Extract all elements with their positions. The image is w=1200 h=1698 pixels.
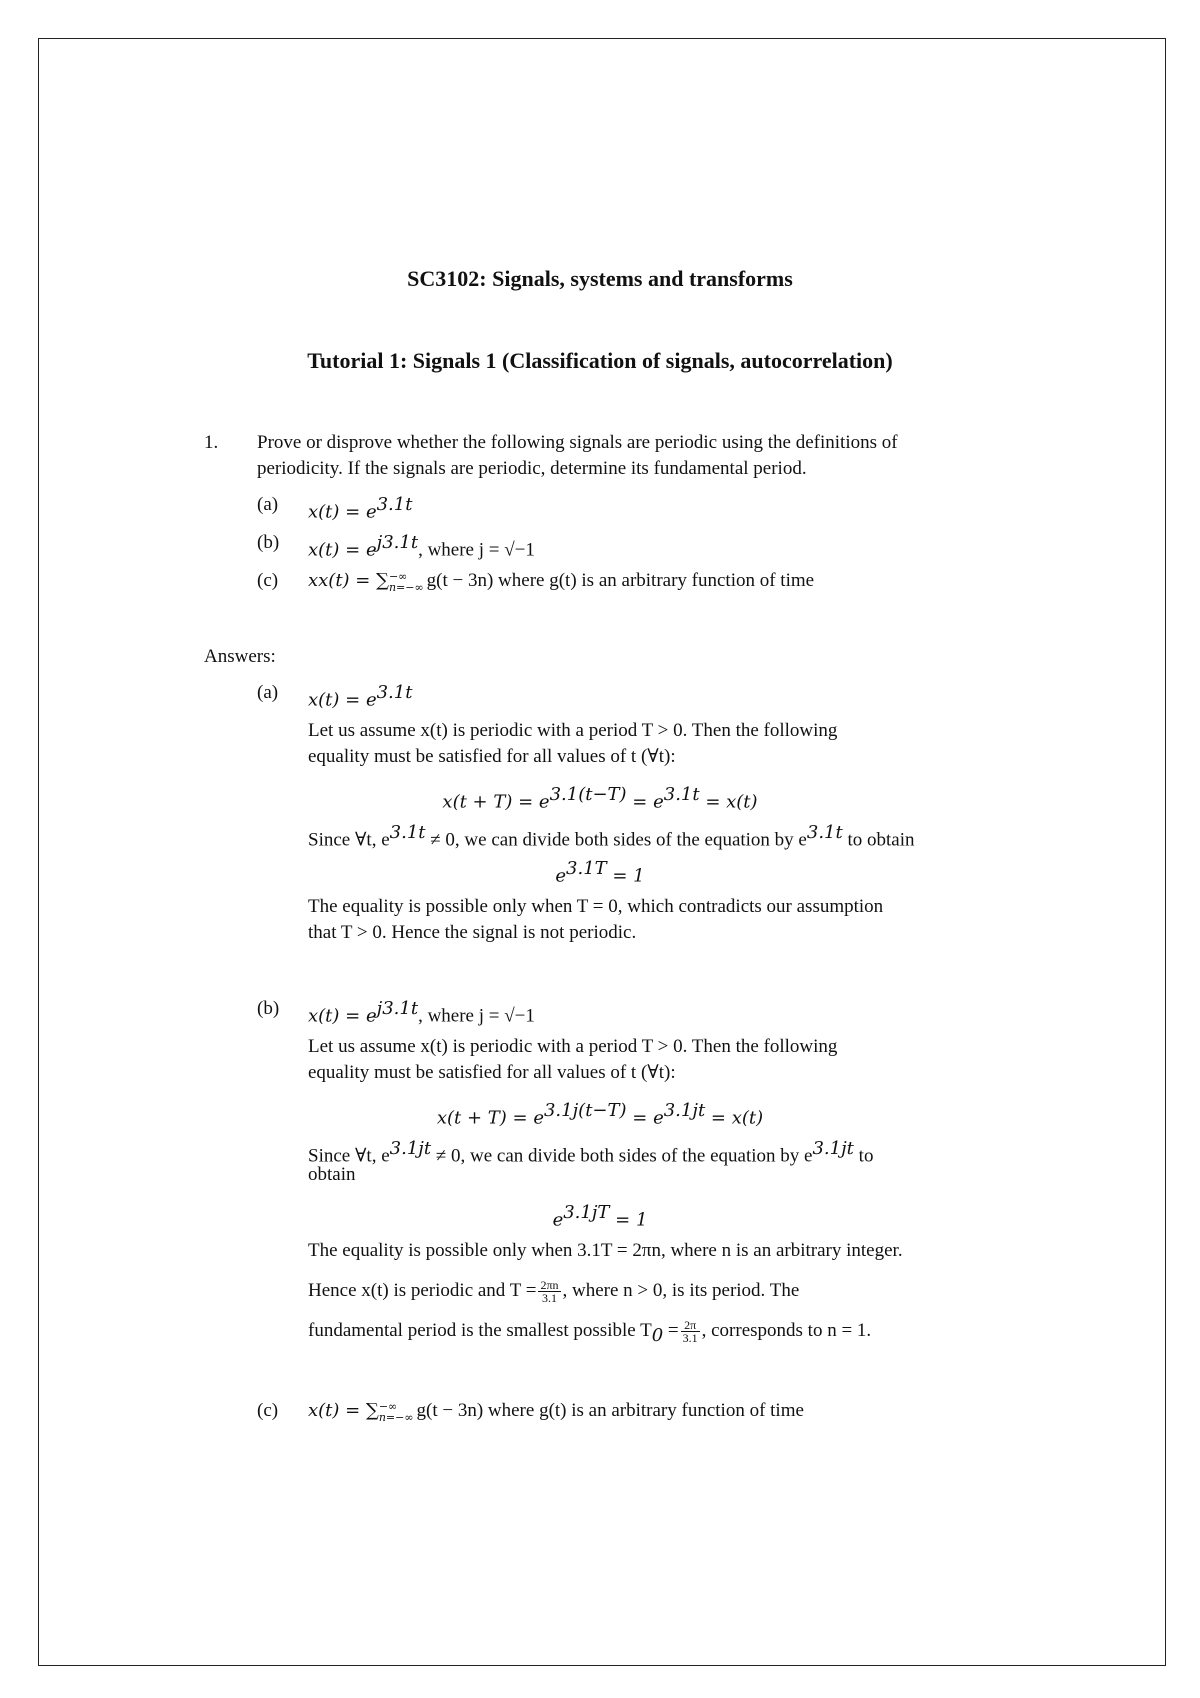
expr-exponent: 3.1t [376,494,413,515]
answer-b-since-cont: obtain [308,1164,356,1185]
answer-a-line2: equality must be satisfied for all values of t (∀t): [308,746,676,767]
expr-exponent: 3.1t [376,682,413,703]
fraction-numerator: 2π [681,1319,700,1332]
answer-b-conclusion1: The equality is possible only when 3.1T = 2πn, where n is an arbitrary integer. [308,1240,903,1261]
fund-eq: = [663,1320,679,1341]
answer-b-hence [308,1278,799,1304]
since-post: to [853,1145,874,1167]
sum-lower-limit: n=−∞ [388,580,424,594]
since-exponent: 3.1t [806,822,843,843]
expr-base: xx(t) = ∑ [308,570,389,591]
fund-subscript: 0 [651,1324,664,1346]
answer-expr-c [308,1398,804,1424]
answer-b-line2: equality must be satisfied for all values of t (∀t): [308,1062,676,1083]
eq-part: x(t + T) = e [442,791,550,813]
expr-base: x(t) = e [308,689,377,711]
since-exponent: 3.1jt [812,1138,854,1159]
answer-label-b: (b) [257,998,280,1019]
course-title: SC3102: Signals, systems and transforms [407,266,793,291]
eq-part: = e [626,791,664,813]
eq-exponent: 3.1T [566,858,607,879]
expr-tail: g(t − 3n) where g(t) is an arbitrary function of time [416,1400,804,1421]
answer-expr-b [308,996,535,1029]
sum-upper-limit: −∞ [388,569,408,583]
answer-b-equation2 [0,1200,1200,1233]
eq-rhs: = 1 [609,1209,648,1231]
sum-lower-limit: n=−∞ [378,1410,414,1424]
answers-heading: Answers: [204,646,276,667]
question-item-label-b: (b) [257,532,280,553]
eq-part: = x(t) [705,1107,764,1129]
answer-a-equation1 [0,782,1200,815]
question-item-label-c: (c) [257,570,279,591]
expr-tail: , where j = √−1 [418,539,535,561]
fundamental-fraction [681,1319,700,1344]
since-exponent: 3.1t [389,822,426,843]
answer-a-equation2 [0,856,1200,889]
expr-base: x(t) = e [308,539,377,561]
answer-b-since [308,1136,873,1169]
question-number: 1. [204,432,219,453]
hence-pre: Hence x(t) is periodic and T = [308,1280,537,1301]
fund-post: , corresponds to n = 1. [701,1320,872,1341]
question-prompt-line2: periodicity. If the signals are periodic, determine its fundamental period. [257,458,807,479]
answer-a-since [308,820,915,853]
answer-a-line1: Let us assume x(t) is periodic with a period T > 0. Then the following [308,720,838,741]
question-item-expr-b [308,530,535,563]
answer-a-conclusion2: that T > 0. Hence the signal is not periodic. [308,922,637,943]
since-pre: Since ∀t, e [308,1145,390,1167]
fund-pre: fundamental period is the smallest possible T [308,1320,652,1341]
eq-part: = x(t) [699,791,758,813]
answer-a-conclusion1: The equality is possible only when T = 0, which contradicts our assumption [308,896,884,917]
expr-exponent: j3.1t [376,532,419,553]
eq-exponent: 3.1j(t−T) [543,1100,627,1121]
answer-b-fundamental [308,1318,871,1349]
since-mid: ≠ 0, we can divide both sides of the equation by e [425,829,807,851]
answer-label-a: (a) [257,682,279,703]
since-pre: Since ∀t, e [308,829,390,851]
question-item-label-a: (a) [257,494,279,515]
eq-rhs: = 1 [606,865,645,887]
expr-tail: , where j = √−1 [418,1005,535,1027]
period-fraction [538,1279,560,1304]
eq-exponent: 3.1jt [663,1100,706,1121]
hence-post: , where n > 0, is its period. The [562,1280,800,1301]
eq-base: e [552,1209,564,1231]
answer-label-c: (c) [257,1400,279,1421]
expr-base: x(t) = e [308,501,377,523]
question-item-expr-a [308,492,412,525]
since-exponent: 3.1jt [389,1138,432,1159]
answer-b-equation1 [0,1098,1200,1131]
eq-exponent: 3.1jT [563,1202,610,1223]
answer-expr-a [308,680,412,713]
expr-base: x(t) = ∑ [308,1400,379,1421]
fraction-denominator: 3.1 [541,1291,557,1306]
eq-exponent: 3.1t [663,784,700,805]
eq-part: = e [626,1107,664,1129]
expr-base: x(t) = e [308,1005,377,1027]
since-post: to obtain [842,829,915,851]
fraction-numerator: 2πn [540,1278,559,1293]
question-prompt-line1: Prove or disprove whether the following signals are periodic using the definitions of [257,432,898,453]
expr-exponent: j3.1t [376,998,419,1019]
answer-b-line1: Let us assume x(t) is periodic with a period T > 0. Then the following [308,1036,838,1057]
eq-exponent: 3.1(t−T) [549,784,627,805]
question-item-expr-c [308,568,814,594]
sum-upper-limit: −∞ [378,1399,398,1413]
expr-tail: g(t − 3n) where g(t) is an arbitrary function of time [426,570,815,591]
tutorial-title: Tutorial 1: Signals 1 (Classification of signals, autocorrelation) [307,348,893,373]
eq-base: e [555,865,567,887]
eq-part: x(t + T) = e [436,1107,544,1129]
since-mid: ≠ 0, we can divide both sides of the equation by e [431,1145,813,1167]
fraction-denominator: 3.1 [682,1331,698,1346]
